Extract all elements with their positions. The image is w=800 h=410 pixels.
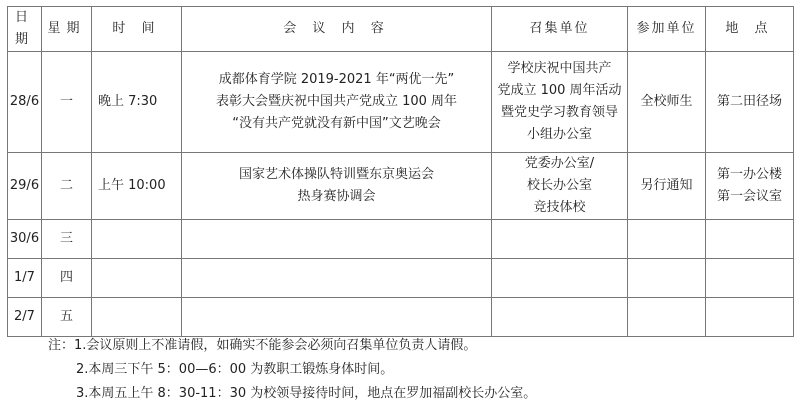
note-line: 3.本周五上午 8：30-11：30 为校领导接待时间，地点在罗加福副校长办公室。 — [76, 386, 537, 401]
content-line: 热身赛协调会 — [297, 189, 376, 204]
location-line: 第二田径场 — [716, 94, 782, 109]
cell-convener — [492, 153, 628, 220]
header-participants: 参加单位 — [628, 7, 706, 52]
table-row — [8, 52, 794, 153]
content-line: 成都体育学院 2019-2021 年“两优一先” — [218, 72, 455, 87]
cell-location — [706, 259, 794, 298]
convener-line: 党成立 100 周年活动 — [497, 83, 622, 98]
cell-content — [182, 220, 492, 259]
cell-content — [182, 52, 492, 153]
header-weekday: 星期 — [42, 7, 92, 52]
header-time: 时 间 — [92, 7, 182, 52]
header-convener: 召集单位 — [492, 7, 628, 52]
note-line: 注：1.会议原则上不准请假，如确实不能参会必须向召集单位负责人请假。 — [48, 338, 477, 353]
cell-date: 2/7 — [8, 298, 42, 337]
cell-date: 1/7 — [8, 259, 42, 298]
header-location: 地 点 — [706, 7, 794, 52]
cell-participants: 另行通知 — [628, 153, 706, 220]
header-content: 会 议 内 容 — [182, 7, 492, 52]
cell-participants — [628, 298, 706, 337]
header-row — [8, 7, 794, 52]
cell-time: 晚上 7:30 — [92, 52, 182, 153]
cell-time — [92, 259, 182, 298]
convener-line: 小组办公室 — [526, 127, 592, 142]
cell-date: 29/6 — [8, 153, 42, 220]
convener-line: 校长办公室 — [526, 178, 592, 193]
content-line: 表彰大会暨庆祝中国共产党成立 100 周年 — [215, 94, 458, 109]
cell-participants: 全校师生 — [628, 52, 706, 153]
content-line: 国家艺术体操队特训暨东京奥运会 — [238, 167, 434, 182]
cell-time — [92, 298, 182, 337]
cell-location — [706, 220, 794, 259]
header-date: 日期 — [8, 7, 42, 52]
table-row — [8, 298, 794, 337]
cell-convener — [492, 52, 628, 153]
convener-line: 党委办公室/ — [524, 156, 595, 171]
cell-time: 上午 10:00 — [92, 153, 182, 220]
table-row — [8, 220, 794, 259]
location-line: 第一会议室 — [716, 189, 782, 204]
table-row — [8, 153, 794, 220]
cell-content — [182, 259, 492, 298]
cell-weekday: 四 — [42, 259, 92, 298]
cell-date: 28/6 — [8, 52, 42, 153]
content-line: “没有共产党就没有新中国”文艺晚会 — [232, 116, 441, 131]
cell-time — [92, 220, 182, 259]
cell-participants — [628, 220, 706, 259]
convener-line: 暨党史学习教育领导 — [500, 105, 618, 120]
cell-weekday: 五 — [42, 298, 92, 337]
note-line: 2.本周三下午 5：00—6：00 为教职工锻炼身体时间。 — [76, 362, 394, 377]
convener-line: 竞技体校 — [533, 200, 586, 215]
cell-location — [706, 52, 794, 153]
cell-convener — [492, 220, 628, 259]
location-line: 第一办公楼 — [716, 167, 782, 182]
cell-location — [706, 298, 794, 337]
schedule-table — [7, 6, 794, 337]
notes-section — [48, 334, 536, 406]
cell-convener — [492, 298, 628, 337]
cell-date: 30/6 — [8, 220, 42, 259]
cell-weekday: 一 — [42, 52, 92, 153]
cell-participants — [628, 259, 706, 298]
cell-weekday: 三 — [42, 220, 92, 259]
cell-convener — [492, 259, 628, 298]
cell-content — [182, 153, 492, 220]
cell-weekday: 二 — [42, 153, 92, 220]
table-row — [8, 259, 794, 298]
cell-content — [182, 298, 492, 337]
cell-location — [706, 153, 794, 220]
convener-line: 学校庆祝中国共产 — [507, 61, 612, 76]
